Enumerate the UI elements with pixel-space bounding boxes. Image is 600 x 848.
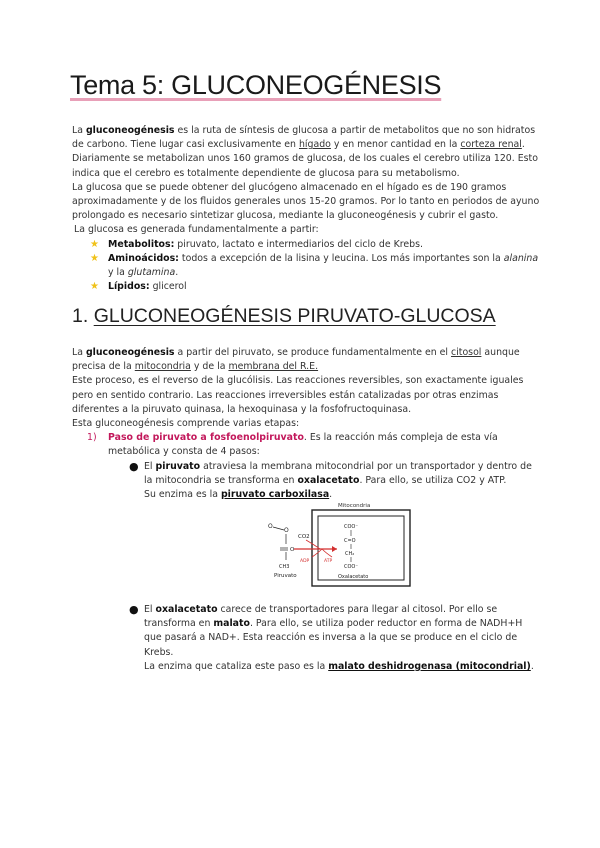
star-icon: ★ [90, 252, 99, 264]
section-heading: 1. GLUCONEOGÉNESIS PIRUVATO-GLUCOSA [72, 305, 496, 327]
pyruvate-ch3: CH3 [279, 564, 290, 570]
intro-paragraph-3: La glucosa es generada fundamentalmente a partir: [74, 224, 319, 236]
adp-label: ADP [300, 559, 310, 564]
sources-list [72, 238, 542, 295]
diagram-svg [262, 500, 412, 588]
atp-label: ATP [324, 559, 333, 564]
list-item: ★ Aminoácidos: todos a excepción de la lisina y leucina. Los más importantes son la alanina y la glutamina. [90, 252, 539, 279]
section1-body-cont [72, 603, 542, 674]
intro-paragraph-1: La gluconeogénesis es la ruta de síntesis de glucosa a partir de metabolitos que no son hidratos de carbono. Tiene lugar casi exclusivamente en hígado y en menor cantidad en la corteza renal. Diariamente se metabolizan unos 160 gramos de glucosa, de los cuales el cerebro utiliza 120. Esto indica que el cerebro es totalmente dependiente de glucosa para su metabolismo. [72, 125, 538, 179]
section1-body [72, 346, 542, 502]
star-icon: ★ [90, 281, 99, 293]
list-item: ★ Metabolitos: piruvato, lactato e intermediarios del ciclo de Krebs. [72, 238, 542, 252]
star-icon: ★ [90, 238, 99, 250]
bullet-oxalacetato: ● El oxalacetato carece de transportadores para llegar al citosol. Por ello se transforma en malato. Para ello, se utiliza poder reductor en forma de NADH+H que pasará a NAD+. Esta reacción es inversa a la que se produce en el ciclo de Krebs. La enzima que cataliza este paso es la malato deshidrogenasa (mitocondrial). [129, 603, 534, 672]
bullet-piruvato: ● El piruvato atraviesa la membrana mitocondrial por un transportador y dentro de la mitocondria se transforma en oxalacetato. Para ello, se utiliza CO2 y ATP. Su enzima es la piruvato carboxilasa. [129, 459, 532, 501]
arrow-head-icon [332, 546, 337, 552]
step-1: 1) Paso de piruvato a fosfoenolpiruvato. Es la reacción más compleja de esta vía metabólica y consta de 4 pasos: [87, 432, 498, 458]
svg-text:C=O: C=O [344, 538, 356, 544]
bullet-icon: ● [129, 603, 139, 616]
diagram-mito-label: Mitocondria [338, 503, 371, 509]
pyruvate-ketone: O [290, 547, 295, 553]
bullet-icon: ● [129, 459, 139, 473]
pyruvate-label: Piruvato [274, 573, 297, 579]
svg-text:COO⁻: COO⁻ [344, 524, 359, 530]
section1-paragraph-2: Este proceso, es el reverso de la glucólisis. Las reacciones reversibles, son exactamente iguales pero en sentido contrario. Las reacciones irreversibles están catalizadas por otras enzimas diferentes a la piruvato quinasa, la hexoquinasa y la fosfofructoquinasa. [72, 375, 524, 415]
mitochondria-diagram [262, 500, 412, 588]
page-title: Tema 5: GLUCONEOGÉNESIS [70, 70, 442, 100]
pyruvate-oxygen: O [284, 527, 289, 534]
svg-text:CH₂: CH₂ [345, 551, 355, 557]
section1-paragraph-3: Esta gluconeogénesis comprende varias etapas: [72, 418, 300, 430]
oxalacetate-label: Oxalacetato [338, 574, 369, 580]
intro-paragraph-2: La glucosa que se puede obtener del glucógeno almacenado en el hígado es de 190 gramos aproximadamente y de los fluidos generales unos 15-20 gramos. Por lo tanto en periodos de ayuno prolongado es necesario sintetizar glucosa, mediante la gluconeogénesis y cubrir el gasto. [72, 181, 540, 222]
mitochondria-inner-membrane [318, 516, 404, 580]
list-item: ★ Lípidos: glicerol [72, 280, 542, 294]
co2-label: CO2 [298, 534, 310, 540]
intro-section [72, 124, 542, 294]
section1-paragraph-1: La gluconeogénesis a partir del piruvato, se produce fundamentalmente en el citosol aunque precisa de la mitocondria y de la membrana del R.E. [72, 347, 520, 373]
svg-text:COO⁻: COO⁻ [344, 564, 359, 570]
pyruvate-carboxyl: O [268, 523, 273, 530]
